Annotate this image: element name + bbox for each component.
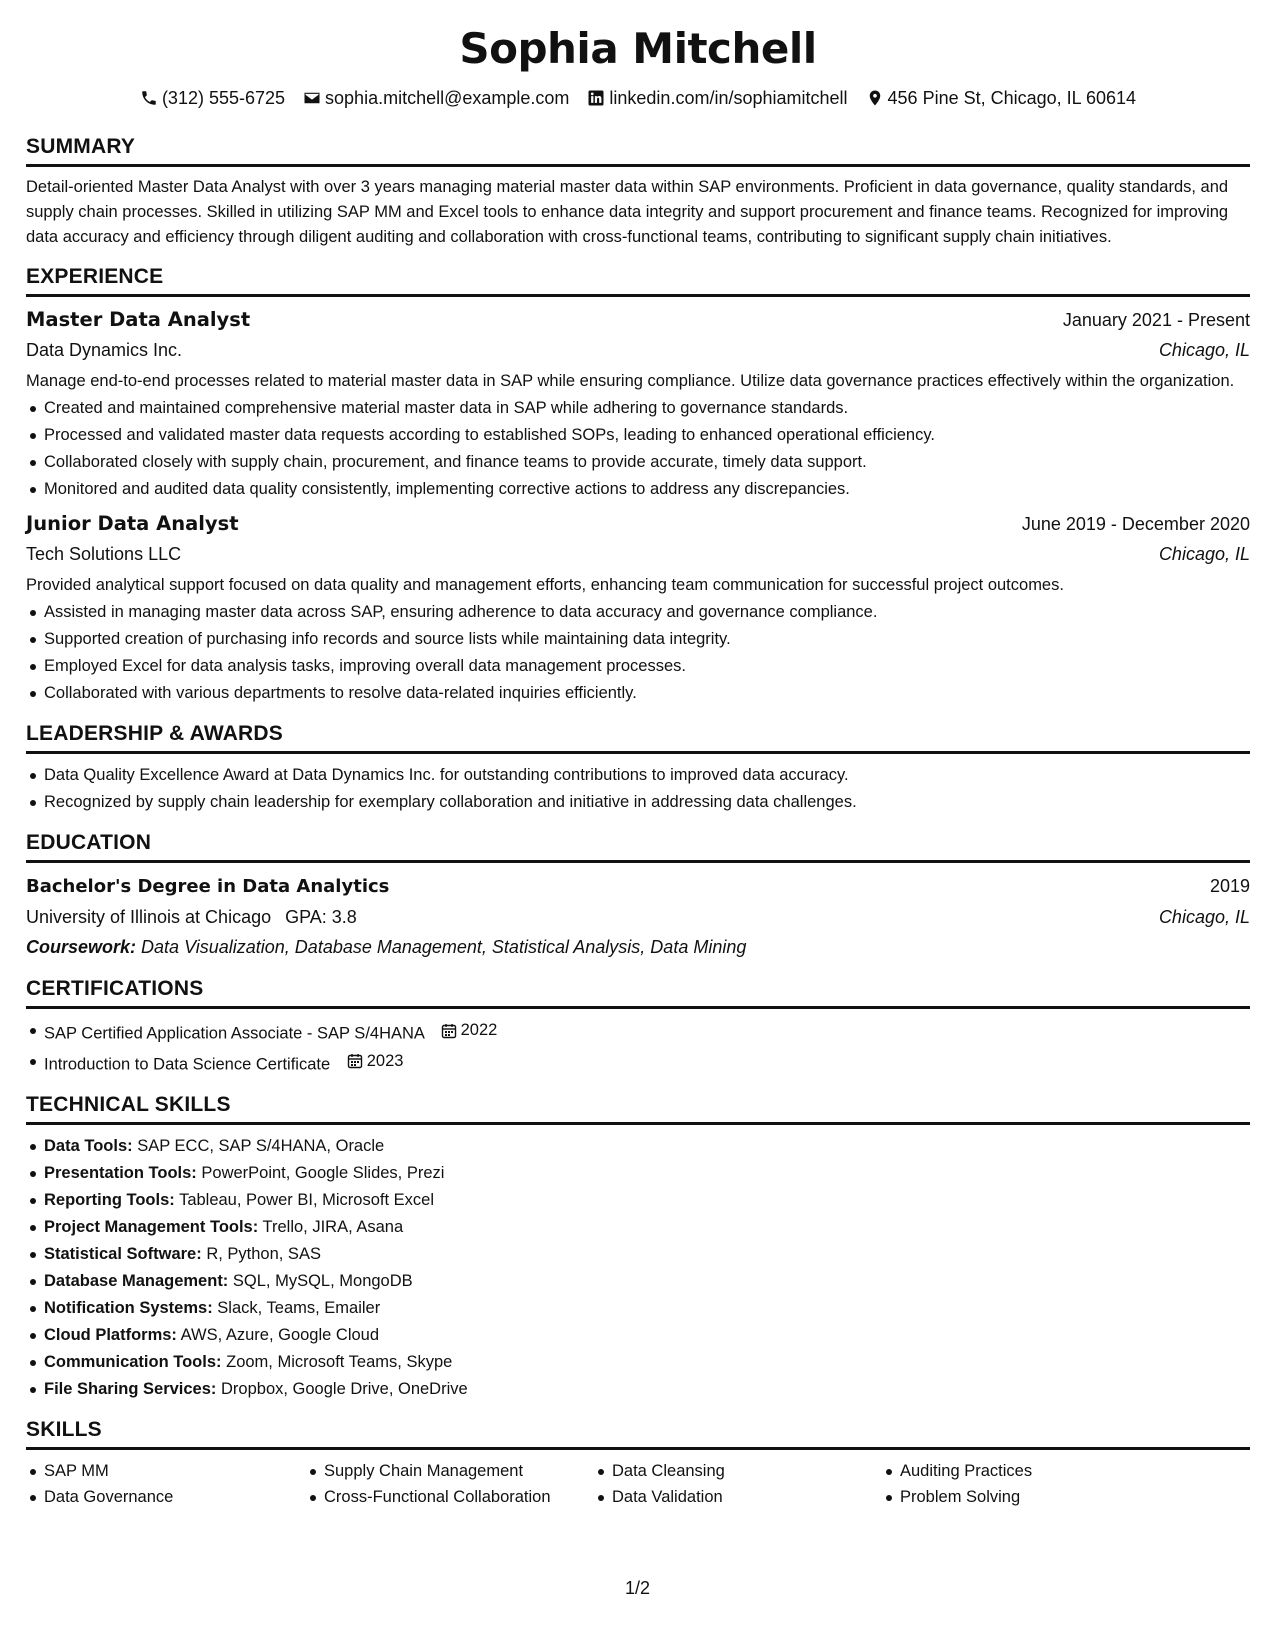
skills-section bbox=[26, 1417, 1250, 1510]
list-item: Data Governance bbox=[26, 1484, 306, 1510]
list-item: Problem Solving bbox=[882, 1484, 1182, 1510]
list-item: Employed Excel for data analysis tasks, improving overall data management processes. bbox=[26, 653, 1250, 680]
coursework-label: Coursework: bbox=[26, 937, 137, 957]
page-number: 1/2 bbox=[624, 1578, 651, 1598]
linkedin-text: linkedin.com/in/sophiamitchell bbox=[609, 88, 848, 108]
skill-label: Database Management: bbox=[44, 1272, 229, 1290]
skill-value: Dropbox, Google Drive, OneDrive bbox=[221, 1380, 468, 1398]
graduation-year: 2019 bbox=[1209, 876, 1250, 896]
job-entry bbox=[26, 305, 1250, 503]
candidate-name: Sophia Mitchell bbox=[459, 24, 817, 73]
technical-skills-list bbox=[26, 1133, 1250, 1403]
list-item bbox=[26, 1133, 1250, 1160]
skill-label: Data Tools: bbox=[44, 1137, 133, 1155]
list-item: Cross-Functional Collaboration bbox=[306, 1484, 594, 1510]
list-item: Monitored and audited data quality consistently, implementing corrective actions to address any discrepancies. bbox=[26, 476, 1250, 503]
job-location: Chicago, IL bbox=[1158, 544, 1250, 564]
list-item bbox=[26, 1187, 1250, 1214]
list-item bbox=[26, 1214, 1250, 1241]
skill-label: Project Management Tools: bbox=[44, 1218, 259, 1236]
experience-section bbox=[26, 264, 1250, 707]
skill-value: R, Python, SAS bbox=[206, 1245, 321, 1263]
job-company: Data Dynamics Inc. bbox=[26, 340, 183, 360]
contact-phone bbox=[140, 86, 285, 110]
job-entry bbox=[26, 509, 1250, 707]
job-title: Master Data Analyst bbox=[26, 308, 251, 331]
leadership-bullets bbox=[26, 762, 1250, 816]
leadership-section bbox=[26, 721, 1250, 816]
list-item: Supported creation of purchasing info records and source lists while maintaining data integrity. bbox=[26, 626, 1250, 653]
job-date: June 2019 - December 2020 bbox=[1021, 514, 1250, 534]
technical-skills-section bbox=[26, 1092, 1250, 1403]
list-item bbox=[26, 1160, 1250, 1187]
school-line bbox=[26, 902, 357, 932]
phone-icon bbox=[140, 89, 158, 107]
certification-year: 2022 bbox=[460, 1021, 498, 1039]
coursework-list: Data Visualization, Database Management, Statistical Analysis, Data Mining bbox=[141, 937, 747, 957]
skills-grid bbox=[26, 1458, 1250, 1510]
job-location: Chicago, IL bbox=[1158, 340, 1250, 360]
section-title: SUMMARY bbox=[26, 134, 1250, 167]
envelope-icon bbox=[303, 89, 321, 107]
degree: Bachelor's Degree in Data Analytics bbox=[26, 876, 390, 897]
coursework bbox=[26, 932, 1250, 962]
job-title: Junior Data Analyst bbox=[26, 512, 239, 535]
skills-column bbox=[882, 1458, 1182, 1510]
skill-value: PowerPoint, Google Slides, Prezi bbox=[201, 1164, 445, 1182]
list-item: Collaborated with various departments to resolve data-related inquiries efficiently. bbox=[26, 680, 1250, 707]
job-bullets bbox=[26, 395, 1250, 503]
section-title: LEADERSHIP & AWARDS bbox=[26, 721, 1250, 754]
list-item: Data Validation bbox=[594, 1484, 882, 1510]
map-pin-icon bbox=[866, 89, 884, 107]
certification-year: 2023 bbox=[366, 1051, 404, 1070]
skill-label: Notification Systems: bbox=[44, 1299, 213, 1317]
email-text: sophia.mitchell@example.com bbox=[325, 88, 570, 108]
contact-address bbox=[866, 86, 1137, 110]
skill-value: AWS, Azure, Google Cloud bbox=[180, 1326, 380, 1344]
skills-column bbox=[594, 1458, 882, 1510]
job-bullets bbox=[26, 599, 1250, 707]
section-title: EDUCATION bbox=[26, 830, 1250, 863]
skills-column bbox=[306, 1458, 594, 1510]
list-item: Collaborated closely with supply chain, procurement, and finance teams to provide accurate, timely data support. bbox=[26, 449, 1250, 476]
list-item: Data Cleansing bbox=[594, 1458, 882, 1484]
phone-text: (312) 555-6725 bbox=[161, 88, 286, 108]
list-item: Assisted in managing master data across SAP, ensuring adherence to data accuracy and governance compliance. bbox=[26, 599, 1250, 626]
contact-email[interactable] bbox=[303, 86, 569, 110]
list-item: Created and maintained comprehensive material master data in SAP while adhering to governance standards. bbox=[26, 395, 1250, 422]
skill-label: Cloud Platforms: bbox=[44, 1326, 177, 1344]
job-company: Tech Solutions LLC bbox=[26, 544, 182, 564]
skill-label: Communication Tools: bbox=[44, 1353, 222, 1371]
list-item bbox=[26, 1322, 1250, 1349]
skills-column bbox=[26, 1458, 306, 1510]
linkedin-icon bbox=[587, 89, 605, 107]
list-item: Data Quality Excellence Award at Data Dynamics Inc. for outstanding contributions to improved data accuracy. bbox=[26, 762, 1250, 789]
skill-value: Tableau, Power BI, Microsoft Excel bbox=[179, 1191, 434, 1209]
job-description: Manage end-to-end processes related to material master data in SAP while ensuring compliance. Utilize data governance practices effectively within the organization. bbox=[26, 372, 1235, 390]
list-item: SAP MM bbox=[26, 1458, 306, 1484]
address-text: 456 Pine St, Chicago, IL 60614 bbox=[887, 88, 1137, 108]
education-section bbox=[26, 830, 1250, 962]
section-title: EXPERIENCE bbox=[26, 264, 1250, 297]
list-item: Auditing Practices bbox=[882, 1458, 1182, 1484]
certification-name: SAP Certified Application Associate - SAP S/4HANA bbox=[44, 1024, 425, 1043]
section-title: TECHNICAL SKILLS bbox=[26, 1092, 1250, 1125]
skill-label: File Sharing Services: bbox=[44, 1380, 217, 1398]
summary-section bbox=[26, 134, 1250, 250]
skill-value: SQL, MySQL, MongoDB bbox=[232, 1272, 413, 1290]
section-title: CERTIFICATIONS bbox=[26, 976, 1250, 1009]
resume-page bbox=[26, 0, 1250, 1510]
list-item bbox=[26, 1048, 1250, 1079]
summary-text: Detail-oriented Master Data Analyst with over 3 years managing material master data within SAP environments. Proficient in data governance, quality standards, and supply chain processes. Skilled in utilizing SAP MM and Excel tools to enhance data integrity and support procurement and finance teams. Recognized for improving data accuracy and efficiency through diligent auditing and collaboration with cross-functional teams, contributing to significant supply chain initiatives. bbox=[26, 178, 1229, 246]
list-item bbox=[26, 1241, 1250, 1268]
skill-label: Reporting Tools: bbox=[44, 1191, 175, 1209]
calendar-icon bbox=[347, 1053, 363, 1069]
list-item bbox=[26, 1017, 1250, 1048]
list-item bbox=[26, 1295, 1250, 1322]
skill-value: Trello, JIRA, Asana bbox=[262, 1218, 404, 1236]
job-date: January 2021 - Present bbox=[1062, 310, 1250, 330]
section-title: SKILLS bbox=[26, 1417, 1250, 1450]
list-item: Processed and validated master data requests according to established SOPs, leading to enhanced operational efficiency. bbox=[26, 422, 1250, 449]
list-item: Recognized by supply chain leadership for exemplary collaboration and initiative in addressing data challenges. bbox=[26, 789, 1250, 816]
contact-linkedin[interactable] bbox=[587, 86, 847, 110]
skill-value: SAP ECC, SAP S/4HANA, Oracle bbox=[137, 1137, 385, 1155]
skill-label: Presentation Tools: bbox=[44, 1164, 197, 1182]
school-location: Chicago, IL bbox=[1158, 907, 1250, 927]
skill-value: Slack, Teams, Emailer bbox=[217, 1299, 381, 1317]
certifications-section bbox=[26, 976, 1250, 1078]
skill-value: Zoom, Microsoft Teams, Skype bbox=[226, 1353, 453, 1371]
certification-list bbox=[26, 1017, 1250, 1078]
list-item bbox=[26, 1376, 1250, 1403]
list-item: Supply Chain Management bbox=[306, 1458, 594, 1484]
list-item bbox=[26, 1349, 1250, 1376]
calendar-icon bbox=[441, 1023, 457, 1039]
skill-label: Statistical Software: bbox=[44, 1245, 202, 1263]
certification-name: Introduction to Data Science Certificate bbox=[44, 1055, 331, 1073]
gpa: GPA: 3.8 bbox=[285, 907, 357, 927]
job-description: Provided analytical support focused on data quality and management efforts, enhancing team communication for successful project outcomes. bbox=[26, 576, 1064, 594]
list-item bbox=[26, 1268, 1250, 1295]
school-name: University of Illinois at Chicago bbox=[26, 907, 272, 927]
contact-bar bbox=[26, 86, 1250, 110]
